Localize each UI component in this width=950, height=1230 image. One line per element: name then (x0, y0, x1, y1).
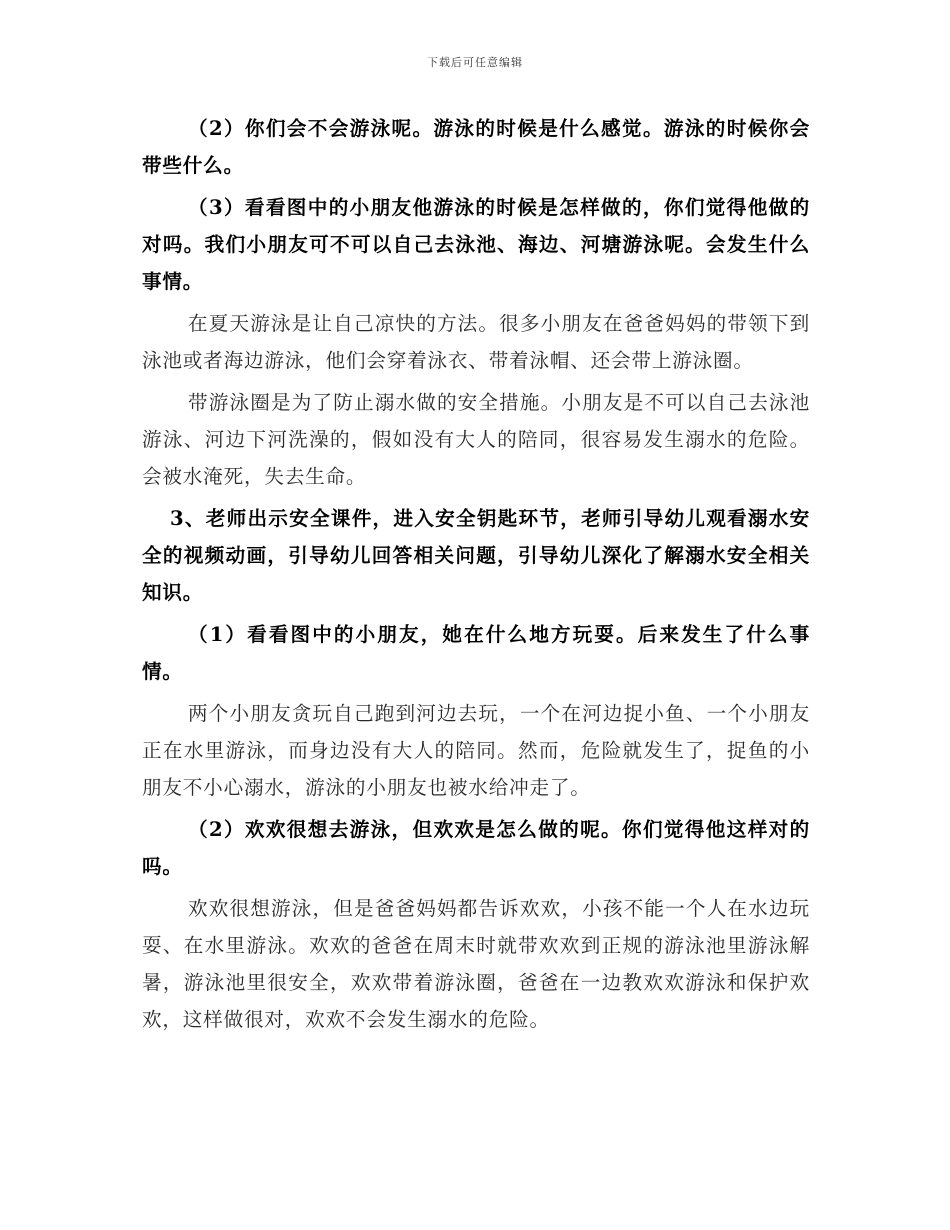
answer-paragraph: 在夏天游泳是让自己凉快的方法。很多小朋友在爸爸妈妈的带领下到泳池或者海边游泳，他们会穿着泳衣、带着泳帽、还会带上游泳圈。 (142, 312, 810, 372)
question-paragraph: （2）欢欢很想去游泳，但欢欢是怎么做的呢。你们觉得他这样对的吗。 (142, 818, 810, 878)
answer-paragraph: 带游泳圈是为了防止溺水做的安全措施。小朋友是不可以自己去泳池游泳、河边下河洗澡的，假如没有大人的陪同，很容易发生溺水的危险。会被水淹死，失去生命。 (142, 391, 810, 488)
page-header: 下载后可任意编辑 (427, 56, 523, 69)
question-paragraph: （3）看看图中的小朋友他游泳的时候是怎样做的，你们觉得他做的对吗。我们小朋友可不可以自己去泳池、海边、河塘游泳呢。会发生什么事情。 (142, 196, 810, 293)
document-body (142, 110, 810, 1043)
question-paragraph: （2）你们会不会游泳呢。游泳的时候是什么感觉。游泳的时候你会带些什么。 (142, 117, 810, 177)
step-heading-paragraph: 3、老师出示安全课件，进入安全钥匙环节，老师引导幼儿观看溺水安全的视频动画，引导幼儿回答相关问题，引导幼儿深化了解溺水安全相关知识。 (142, 507, 810, 604)
answer-paragraph: 欢欢很想游泳，但是爸爸妈妈都告诉欢欢，小孩不能一个人在水边玩耍、在水里游泳。欢欢的爸爸在周末时就带欢欢到正规的游泳池里游泳解暑，游泳池里很安全，欢欢带着游泳圈，爸爸在一边教欢欢游泳和保护欢欢，这样做很对，欢欢不会发生溺水的危险。 (142, 897, 810, 1031)
question-paragraph: （1）看看图中的小朋友，她在什么地方玩耍。后来发生了什么事情。 (142, 623, 810, 683)
answer-paragraph: 两个小朋友贪玩自己跑到河边去玩，一个在河边捉小鱼、一个小朋友正在水里游泳，而身边没有大人的陪同。然而，危险就发生了，捉鱼的小朋友不小心溺水，游泳的小朋友也被水给冲走了。 (142, 702, 810, 799)
